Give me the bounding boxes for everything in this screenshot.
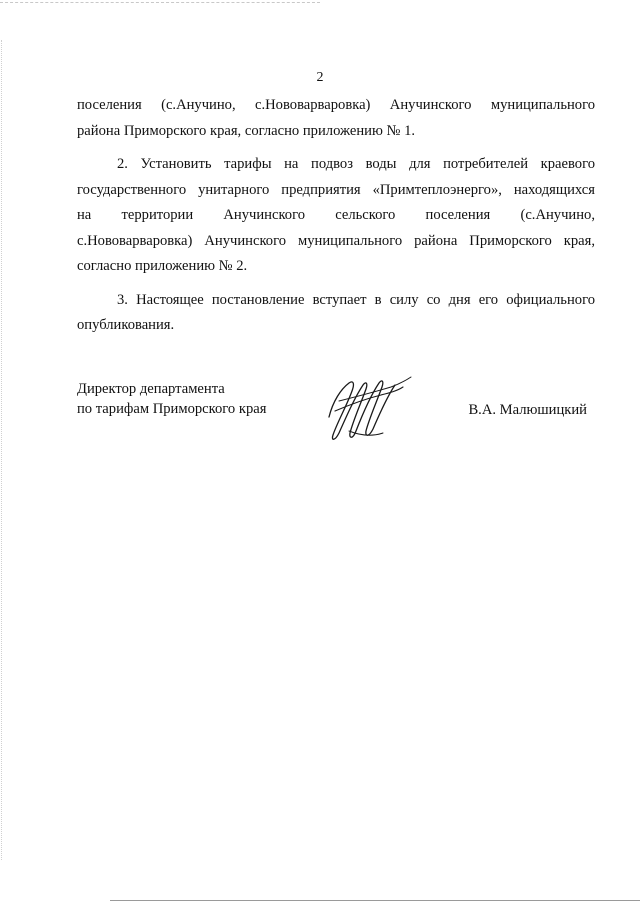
text-line: района Приморского края, согласно приложению № 1. [77, 122, 416, 139]
text-line: с.Нововарваровка) Анучинского муниципального района Приморского края, [77, 232, 595, 249]
text-line: поселения (с.Анучино, с.Нововарваровка) Анучинского муниципального [77, 97, 595, 113]
paragraph-item-3 [77, 288, 595, 339]
text-line: опубликования. [77, 317, 175, 333]
scan-edge-bottom [110, 900, 640, 902]
paragraph-continuation [77, 93, 595, 144]
text-line: 2. Установить тарифы на подвоз воды для потребителей краевого [117, 156, 595, 172]
scan-edge-top [0, 2, 320, 4]
text-line: согласно приложению № 2. [77, 258, 248, 274]
signer-title [77, 379, 266, 419]
handwritten-signature [319, 371, 415, 447]
signature-block [77, 379, 595, 449]
document-body [77, 93, 595, 347]
paragraph-item-2 [77, 152, 595, 280]
text-line: на территории Анучинского сельского поселения (с.Анучино, [77, 207, 595, 223]
page-number: 2 [316, 70, 324, 85]
signer-title-line: по тарифам Приморского края [77, 401, 267, 417]
signer-title-line: Директор департамента [77, 381, 225, 397]
signer-name: В.А. Малюшицкий [468, 402, 587, 418]
text-line: 3. Настоящее постановление вступает в силу со дня его официального [117, 291, 595, 308]
scan-edge-left [1, 40, 3, 860]
text-line: государственного унитарного предприятия «Примтеплоэнерго», находящихся [77, 181, 595, 198]
